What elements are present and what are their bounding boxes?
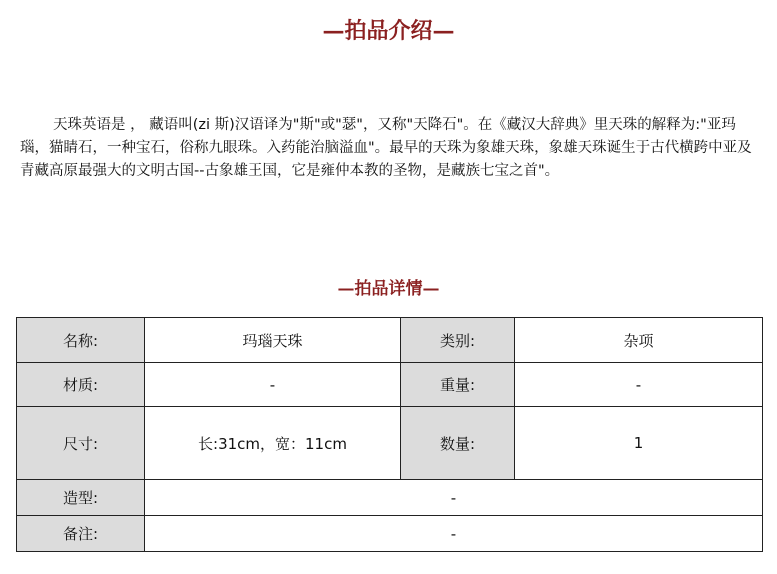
weight-label: 重量: xyxy=(401,363,515,407)
table-row-material xyxy=(17,363,763,407)
table-row-notes xyxy=(17,516,763,552)
intro-section-title: —拍品介绍— xyxy=(322,18,455,44)
category-label: 类别: xyxy=(401,318,515,363)
table-row-shape xyxy=(17,480,763,516)
shape-value: - xyxy=(145,480,763,516)
table-row-size xyxy=(17,407,763,480)
material-label: 材质: xyxy=(17,363,145,407)
category-value: 杂项 xyxy=(515,318,763,363)
name-value: 玛瑙天珠 xyxy=(145,318,401,363)
notes-value: - xyxy=(145,516,763,552)
quantity-label: 数量: xyxy=(401,407,515,480)
table-row-name xyxy=(17,318,763,363)
details-section-title: —拍品详情— xyxy=(337,279,440,299)
size-label: 尺寸: xyxy=(17,407,145,480)
weight-value: - xyxy=(515,363,763,407)
shape-label: 造型: xyxy=(17,480,145,516)
notes-label: 备注: xyxy=(17,516,145,552)
intro-paragraph: 天珠英语是 ， 藏语叫(zi 斯)汉语译为"斯"或"瑟"，又称"天降石"。在《藏汉大辞典》里天珠的解释为:"亚玛瑙，猫睛石，一种宝石，俗称九眼珠。入药能治脑溢血"。最早的天珠为象雄天珠，象雄天珠诞生于古代横跨中亚及青藏高原最强大的文明古国--古象雄王国，它是雍仲本教的圣物，是藏族七宝之首"。 xyxy=(20,117,752,179)
name-label: 名称: xyxy=(17,318,145,363)
size-value: 长:31cm，宽：11cm xyxy=(145,407,401,480)
material-value: - xyxy=(145,363,401,407)
quantity-value: 1 xyxy=(515,407,763,480)
details-table xyxy=(16,317,763,552)
